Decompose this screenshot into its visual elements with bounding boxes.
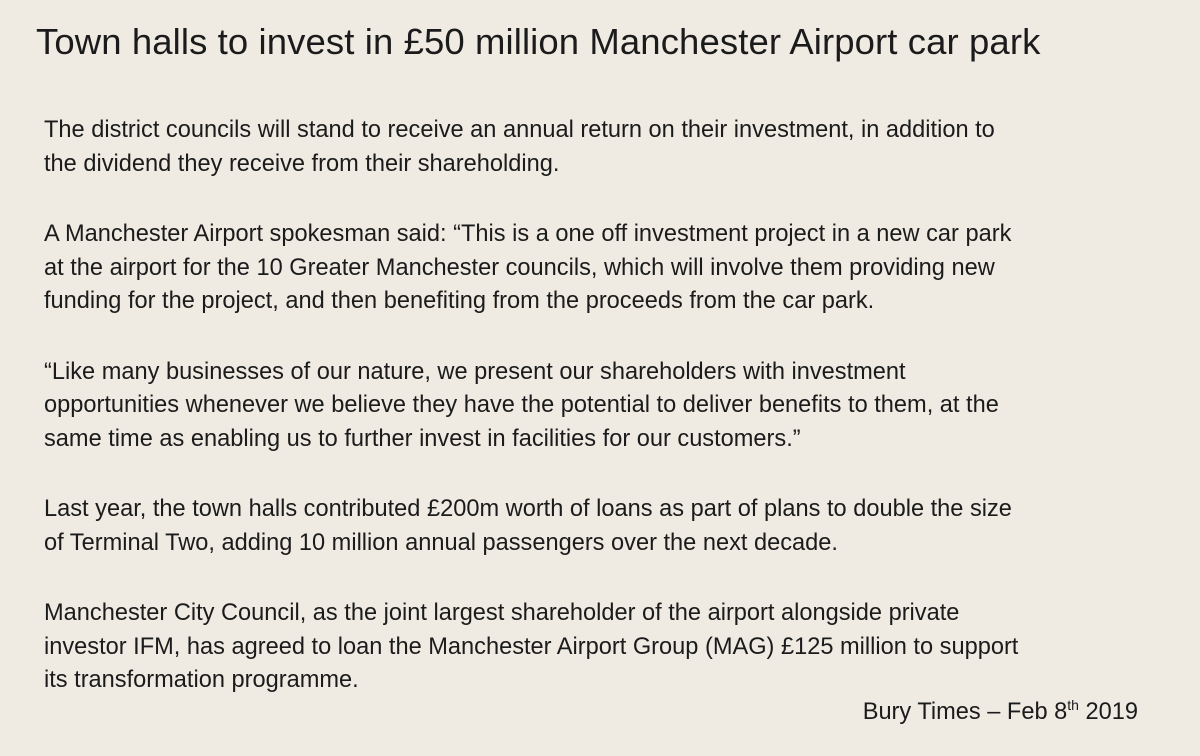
article-paragraph-4: Last year, the town halls contributed £200m worth of loans as part of plans to double the size of Terminal Two, adding 10 million annual passengers over the next decade. (44, 496, 1012, 556)
article-body (44, 114, 1164, 735)
source-publication-date: Bury Times – Feb 8 (862, 699, 1068, 725)
article-headline: Town halls to invest in £50 million Manchester Airport car park (36, 21, 1041, 62)
article-paragraph-5: Manchester City Council, as the joint largest shareholder of the airport alongside private investor IFM, has agreed to loan the Manchester Airport Group (MAG) £125 million to support its transformation programme. (44, 600, 1019, 693)
article-paragraph-2: A Manchester Airport spokesman said: “This is a one off investment project in a new car park at the airport for the 10 Greater Manchester councils, which will involve them providing new funding for the project, and then benefiting from the proceeds from the car park. (44, 221, 1012, 314)
date-ordinal-suffix: th (1067, 697, 1079, 713)
article-paragraph-3: “Like many businesses of our nature, we present our shareholders with investment opportunities whenever we believe they have the potential to deliver benefits to them, at the same time as enabling us to further invest in facilities for our customers.” (44, 358, 999, 452)
article-paragraph-1: The district councils will stand to receive an annual return on their investment, in addition to the dividend they receive from their shareholding. (44, 117, 995, 177)
source-year: 2019 (1078, 699, 1138, 725)
article-source-credit (863, 696, 1138, 730)
